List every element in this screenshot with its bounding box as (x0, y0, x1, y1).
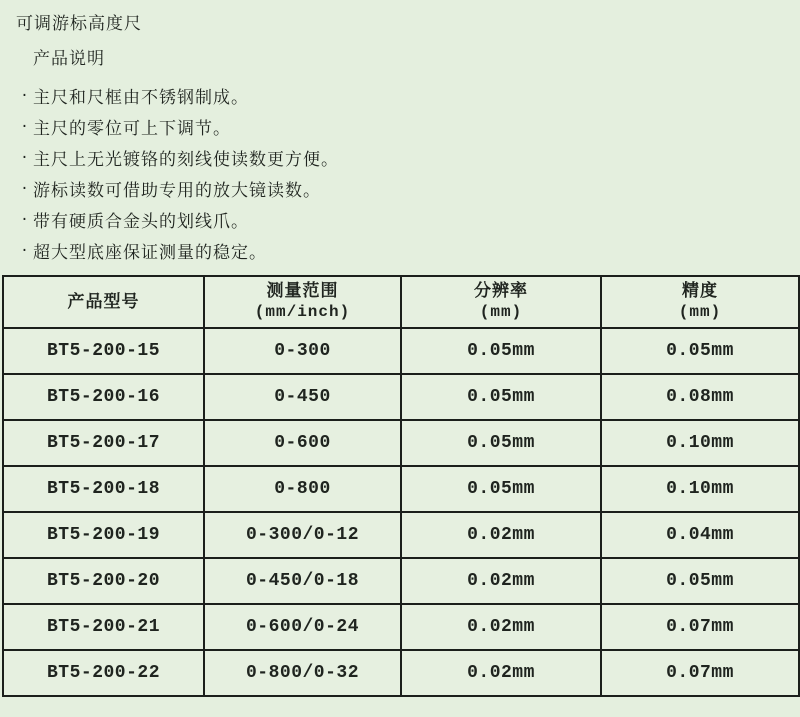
cell-accuracy: 0.07mm (601, 604, 799, 650)
cell-range: 0-300/0-12 (204, 512, 401, 558)
cell-accuracy: 0.10mm (601, 466, 799, 512)
cell-model: BT5-200-19 (3, 512, 204, 558)
bullet-text: 超大型底座保证测量的稳定。 (33, 243, 267, 263)
cell-accuracy: 0.08mm (601, 374, 799, 420)
cell-model: BT5-200-20 (3, 558, 204, 604)
bullet-text: 主尺和尺框由不锈钢制成。 (33, 88, 249, 108)
table-row (3, 420, 799, 466)
bullet-text: 主尺的零位可上下调节。 (33, 119, 231, 139)
bullet-text: 带有硬质合金头的划线爪。 (33, 212, 249, 232)
table-header-row (3, 276, 799, 328)
cell-accuracy: 0.05mm (601, 558, 799, 604)
column-header-accuracy (601, 276, 799, 328)
cell-resolution: 0.02mm (401, 650, 601, 696)
cell-resolution: 0.02mm (401, 604, 601, 650)
table-row (3, 466, 799, 512)
cell-accuracy: 0.05mm (601, 328, 799, 374)
cell-range: 0-800 (204, 466, 401, 512)
cell-resolution: 0.05mm (401, 328, 601, 374)
cell-model: BT5-200-21 (3, 604, 204, 650)
bullet-icon: · (21, 240, 29, 261)
cell-range: 0-450 (204, 374, 401, 420)
section-heading: 产品说明 (33, 49, 105, 69)
cell-range: 0-300 (204, 328, 401, 374)
bullet-icon: · (21, 116, 29, 137)
cell-model: BT5-200-22 (3, 650, 204, 696)
cell-model: BT5-200-17 (3, 420, 204, 466)
bullet-item (0, 173, 800, 204)
bullet-text: 游标读数可借助专用的放大镜读数。 (33, 181, 321, 201)
cell-model: BT5-200-18 (3, 466, 204, 512)
cell-resolution: 0.05mm (401, 374, 601, 420)
header-title: 分辨率 (474, 281, 528, 301)
table-row (3, 374, 799, 420)
cell-resolution: 0.02mm (401, 512, 601, 558)
cell-accuracy: 0.07mm (601, 650, 799, 696)
table-row (3, 558, 799, 604)
cell-accuracy: 0.04mm (601, 512, 799, 558)
feature-bullet-list (0, 80, 800, 266)
header-title: 测量范围 (266, 281, 339, 301)
bullet-item (0, 142, 800, 173)
bullet-icon: · (21, 209, 29, 230)
cell-resolution: 0.05mm (401, 420, 601, 466)
header-title: 精度 (682, 281, 718, 301)
bullet-item (0, 80, 800, 111)
table-row (3, 650, 799, 696)
table-row (3, 328, 799, 374)
bullet-icon: · (21, 85, 29, 106)
cell-range: 0-800/0-32 (204, 650, 401, 696)
cell-resolution: 0.05mm (401, 466, 601, 512)
column-header-model (3, 276, 204, 328)
column-header-resolution (401, 276, 601, 328)
table-row (3, 604, 799, 650)
cell-range: 0-450/0-18 (204, 558, 401, 604)
bullet-item (0, 111, 800, 142)
spec-table (2, 275, 800, 697)
header-unit: (mm) (678, 303, 722, 321)
header-unit: (mm/inch) (254, 303, 351, 321)
header-unit: (mm) (479, 303, 523, 321)
cell-resolution: 0.02mm (401, 558, 601, 604)
header-title: 产品型号 (67, 291, 140, 312)
bullet-item (0, 235, 800, 266)
cell-model: BT5-200-15 (3, 328, 204, 374)
cell-range: 0-600/0-24 (204, 604, 401, 650)
table-row (3, 512, 799, 558)
column-header-range (204, 276, 401, 328)
cell-model: BT5-200-16 (3, 374, 204, 420)
bullet-text: 主尺上无光镀铬的刻线使读数更方便。 (33, 150, 339, 170)
bullet-icon: · (21, 147, 29, 168)
page-title: 可调游标高度尺 (16, 14, 142, 34)
bullet-item (0, 204, 800, 235)
cell-range: 0-600 (204, 420, 401, 466)
bullet-icon: · (21, 178, 29, 199)
cell-accuracy: 0.10mm (601, 420, 799, 466)
